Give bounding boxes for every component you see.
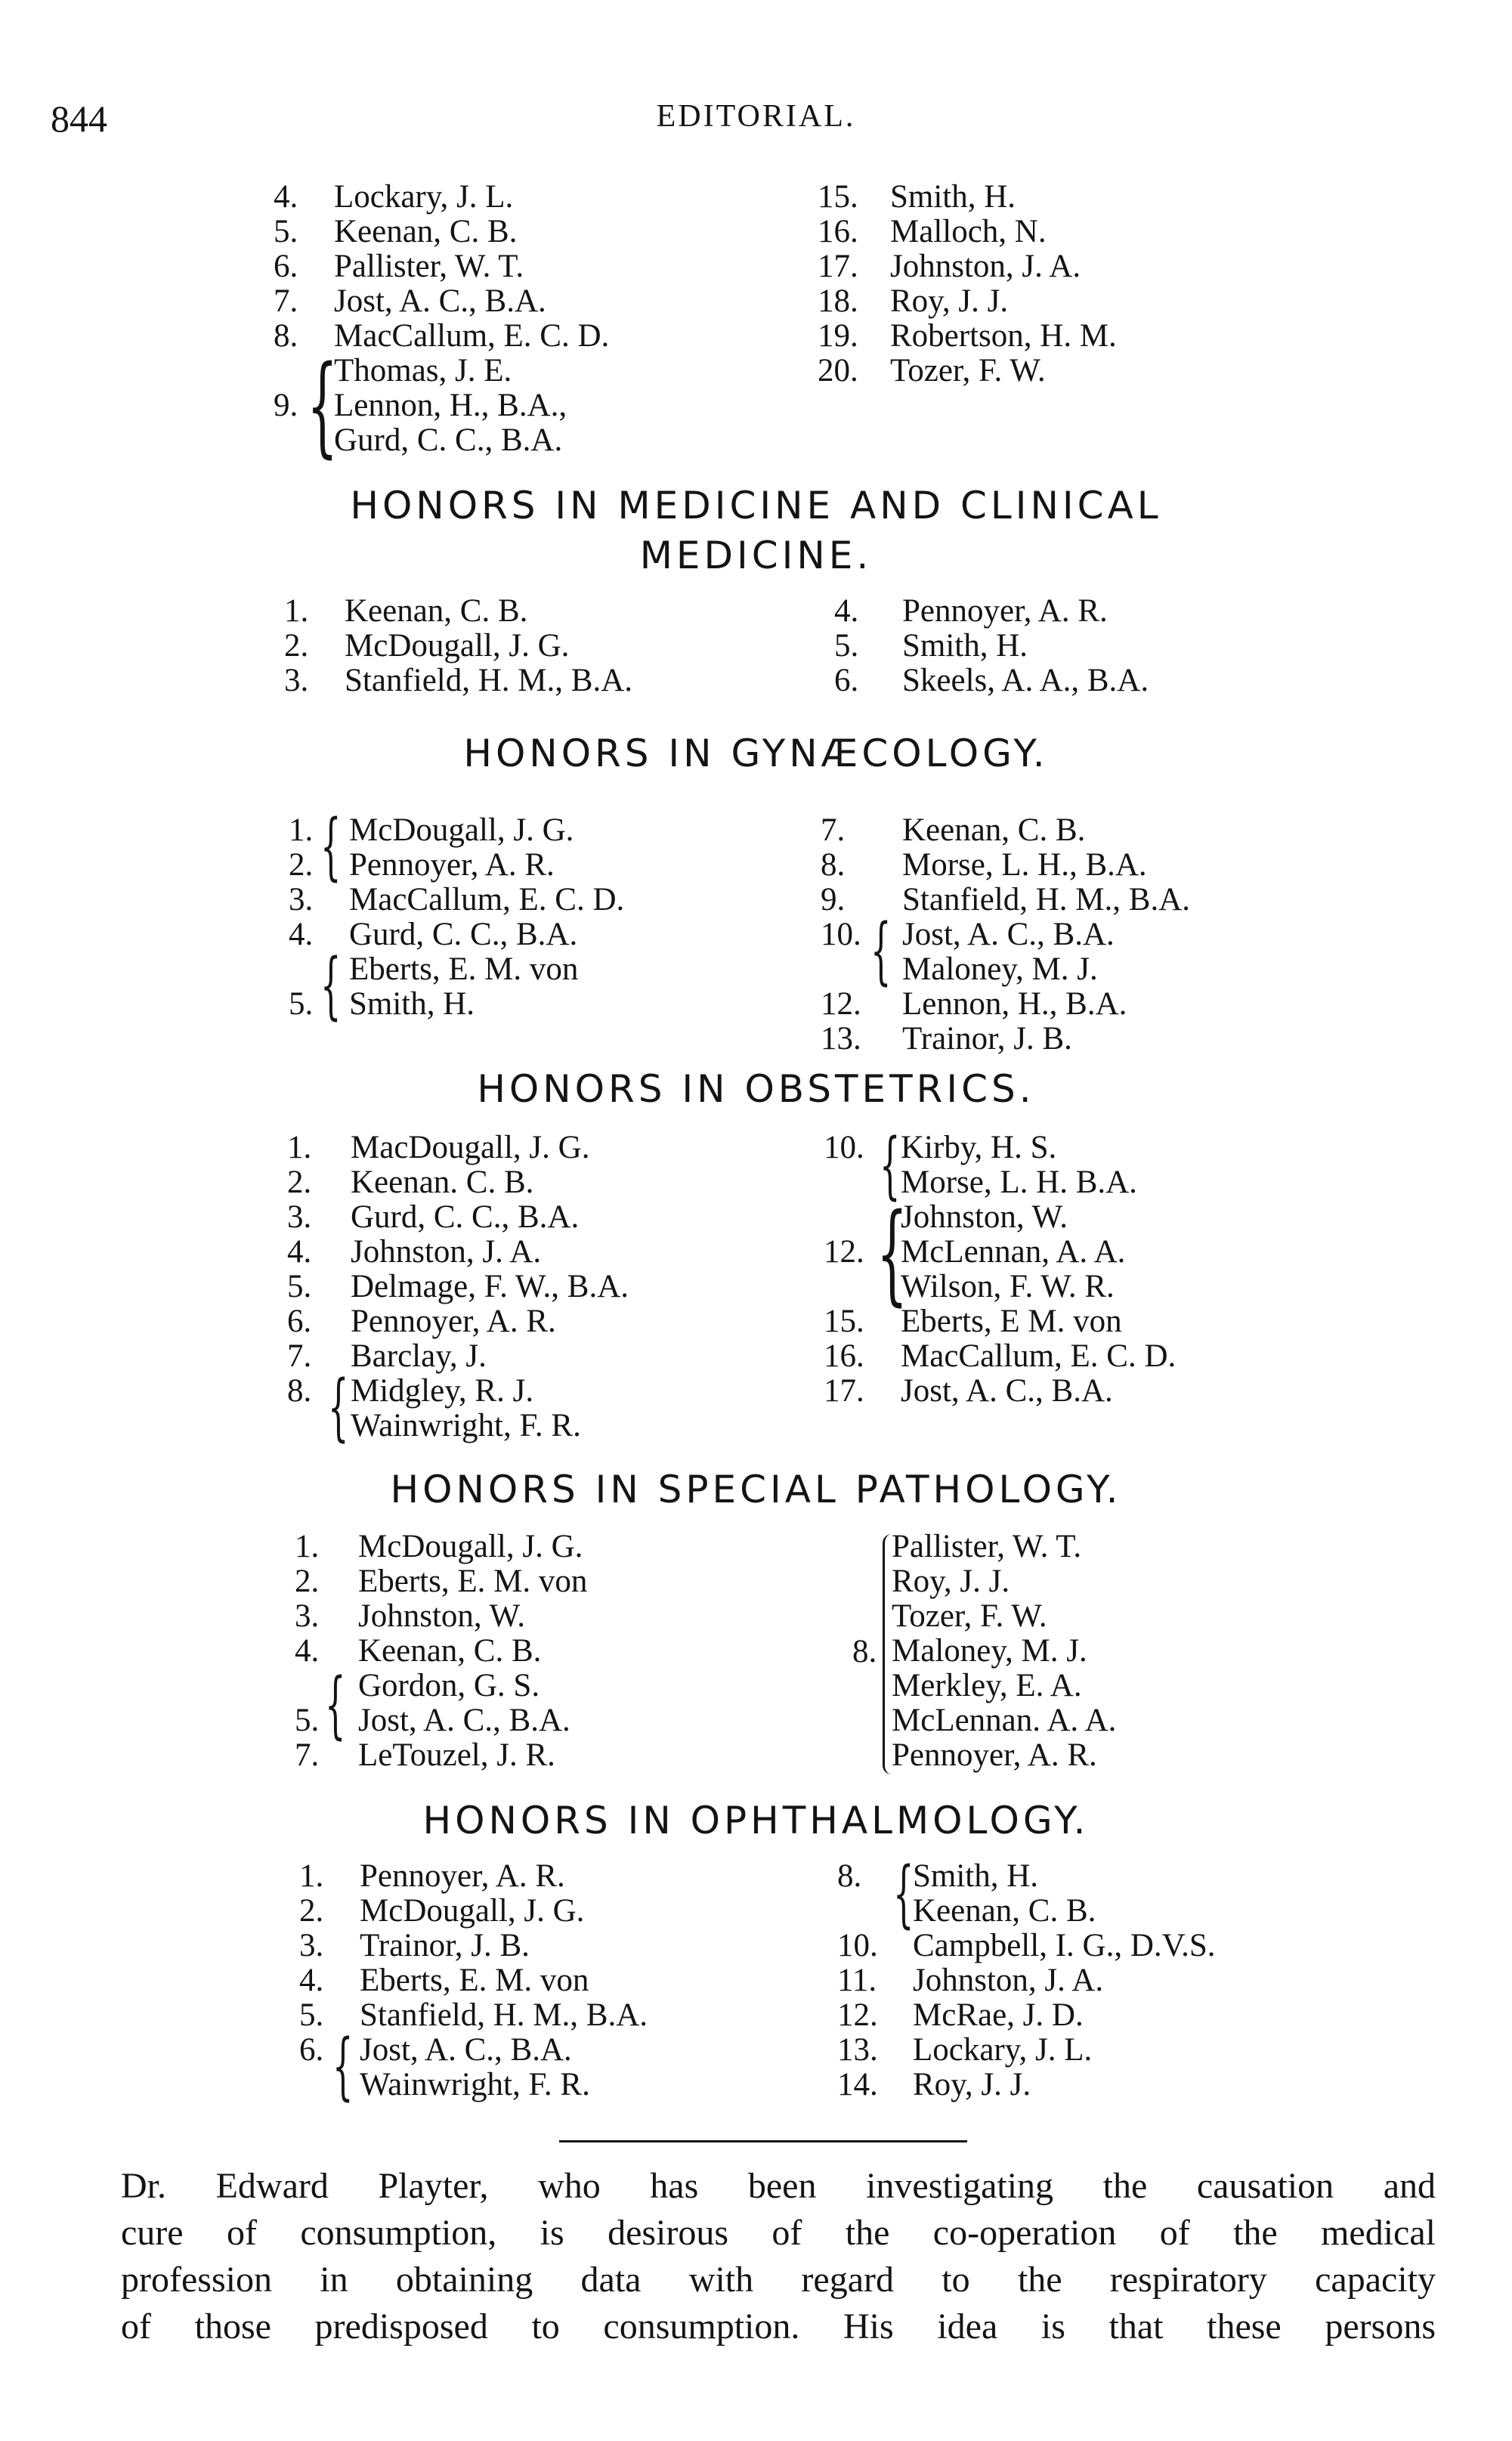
entry-name: Keenan, C. B. xyxy=(358,1633,542,1669)
entry-name: Wilson, F. W. R. xyxy=(901,1269,1115,1304)
entry-number: 5. xyxy=(287,1269,312,1304)
entry-number: 12. xyxy=(824,1234,864,1270)
entry-number: 7. xyxy=(295,1737,320,1773)
heading-ophthalmology: HONORS IN OPHTHALMOLOGY. xyxy=(422,1799,1090,1842)
entry-number: 5. xyxy=(295,1703,320,1738)
entry-name: Skeels, A. A., B.A. xyxy=(902,663,1149,698)
paragraph-line: profession in obtaining data with regard to the respiratory capacity xyxy=(121,2260,1436,2300)
entry-number: 17. xyxy=(818,249,858,284)
entry-name: Gordon, G. S. xyxy=(358,1668,540,1703)
entry-number: 4. xyxy=(295,1633,320,1669)
paragraph-line: Dr. Edward Playter, who has been investigating the causation and xyxy=(121,2166,1436,2206)
entry-name: Jost, A. C., B.A. xyxy=(901,1373,1113,1409)
entry-name: Jost, A. C., B.A. xyxy=(334,283,546,319)
entry-name: Morse, L. H. B.A. xyxy=(901,1165,1137,1200)
entry-name: McDougall, J. G. xyxy=(360,1893,585,1929)
entry-name: Trainor, J. B. xyxy=(902,1021,1072,1057)
entry-number: 4. xyxy=(289,917,314,952)
entry-number: 3. xyxy=(284,663,309,698)
entry-number: 13. xyxy=(821,1021,861,1057)
entry-name: Smith, H. xyxy=(349,986,475,1022)
entry-number: 5. xyxy=(834,628,859,664)
entry-number: 5. xyxy=(289,986,314,1022)
entry-name: Pennoyer, A. R. xyxy=(902,593,1108,629)
entry-name: McDougall, J. G. xyxy=(358,1529,583,1564)
entry-name: Johnston, J. A. xyxy=(351,1234,542,1270)
entry-name: Pennoyer, A. R. xyxy=(892,1737,1097,1773)
entry-number: 1. xyxy=(299,1858,324,1894)
entry-number: 16. xyxy=(824,1338,864,1374)
entry-name: MacCallum, E. C. D. xyxy=(334,318,610,354)
entry-name: Keenan, C. B. xyxy=(902,812,1086,848)
heading-obstetrics: HONORS IN OBSTETRICS. xyxy=(477,1067,1035,1111)
entry-number: 5. xyxy=(274,214,298,249)
entry-number: 7. xyxy=(287,1338,312,1374)
entry-name: Pennoyer, A. R. xyxy=(360,1858,565,1894)
entry-number: 8. xyxy=(274,318,298,354)
entry-number: 11. xyxy=(837,1963,877,1998)
brace-top-9: { xyxy=(307,342,339,469)
entry-number: 3. xyxy=(289,882,314,917)
entry-number: 18. xyxy=(818,283,858,319)
entry-number: 12. xyxy=(837,1997,878,2033)
entry-name: Johnston, J. A. xyxy=(890,249,1081,284)
pathology-right-number: 8. xyxy=(852,1634,877,1669)
brace-gynaecology-10: { xyxy=(870,908,892,993)
entry-name: Keenan. C. B. xyxy=(351,1165,534,1200)
entry-number: 20. xyxy=(818,353,858,388)
paragraph-line: of those predisposed to consumption. His idea is that these persons xyxy=(121,2306,1436,2347)
entry-name: Pallister, W. T. xyxy=(334,249,524,284)
entry-number: 2. xyxy=(299,1893,324,1929)
entry-name: Barclay, J. xyxy=(351,1338,487,1374)
entry-name: MacDougall, J. G. xyxy=(351,1130,590,1165)
entry-name: Roy, J. J. xyxy=(913,2067,1031,2102)
entry-number: 9. xyxy=(821,882,846,917)
entry-name: Johnston, J. A. xyxy=(913,1963,1104,1998)
brace-pathology-5: { xyxy=(325,1663,346,1747)
entry-name: Tozer, F. W. xyxy=(892,1598,1047,1634)
entry-name: Jost, A. C., B.A. xyxy=(360,2032,572,2068)
entry-name: Stanfield, H. M., B.A. xyxy=(902,882,1191,917)
brace-obstetrics-10: { xyxy=(880,1123,901,1208)
entry-number: 10. xyxy=(821,917,861,952)
entry-name: Robertson, H. M. xyxy=(890,318,1117,354)
paragraph-line: cure of consumption, is desirous of the co-operation of the medical xyxy=(121,2213,1436,2253)
entry-name: Eberts, E. M. von xyxy=(358,1564,588,1599)
entry-number: 3. xyxy=(299,1928,324,1963)
entry-name: Pennoyer, A. R. xyxy=(351,1304,556,1339)
entry-number: 8. xyxy=(287,1373,312,1409)
entry-name: McDougall, J. G. xyxy=(345,628,570,664)
entry-name: Merkley, E. A. xyxy=(892,1668,1082,1703)
entry-number: 17. xyxy=(824,1373,864,1409)
entry-name: Eberts, E. M. von xyxy=(360,1963,589,1998)
entry-name: Johnston, W. xyxy=(358,1598,526,1634)
brace-obstetrics-12: { xyxy=(877,1190,908,1316)
entry-number: 3. xyxy=(295,1598,320,1634)
entry-number: 8. xyxy=(837,1858,862,1894)
body-paragraph xyxy=(121,2163,1436,2350)
entry-name: Maloney, M. J. xyxy=(902,951,1098,987)
entry-number: 15. xyxy=(818,179,858,215)
entry-name: Campbell, I. G., D.V.S. xyxy=(913,1928,1216,1963)
entry-name: LeTouzel, J. R. xyxy=(358,1737,555,1773)
entry-name: Keenan, C. B. xyxy=(345,593,528,629)
entry-name: McLennan, A. A. xyxy=(901,1234,1126,1270)
entry-number: 1. xyxy=(287,1130,312,1165)
entry-number: 14. xyxy=(837,2067,878,2102)
entry-name: Pallister, W. T. xyxy=(892,1529,1082,1564)
entry-name: Wainwright, F. R. xyxy=(351,1408,581,1443)
entry-number: 1. xyxy=(289,812,314,848)
entry-number: 4. xyxy=(299,1963,324,1998)
brace-pathology-8 xyxy=(883,1534,895,1774)
entry-name: Smith, H. xyxy=(913,1858,1039,1894)
entry-number: 2. xyxy=(287,1165,312,1200)
entry-number: 1. xyxy=(284,593,309,629)
brace-ophthalmology-6: { xyxy=(332,2024,354,2108)
entry-name: MacCallum, E. C. D. xyxy=(349,882,625,917)
entry-number: 7. xyxy=(821,812,846,848)
entry-name: Lennon, H., B.A., xyxy=(334,388,567,423)
entry-name: Lockary, J. L. xyxy=(334,179,514,215)
entry-name: Keenan, C. B. xyxy=(334,214,518,249)
entry-number: 4. xyxy=(834,593,859,629)
entry-name: Midgley, R. J. xyxy=(351,1373,534,1409)
entry-name: Thomas, J. E. xyxy=(334,353,512,388)
entry-number: 6. xyxy=(274,249,298,284)
entry-number: 12. xyxy=(821,986,861,1022)
entry-number: 13. xyxy=(837,2032,878,2068)
heading-gynaecology: HONORS IN GYNÆCOLOGY. xyxy=(463,732,1049,775)
entry-number: 3. xyxy=(287,1199,312,1235)
entry-number: 9. xyxy=(274,388,298,423)
entry-number: 2. xyxy=(295,1564,320,1599)
entry-name: Wainwright, F. R. xyxy=(360,2067,590,2102)
entry-number: 5. xyxy=(299,1997,324,2033)
entry-name: MacCallum, E. C. D. xyxy=(901,1338,1177,1374)
entry-name: Eberts, E M. von xyxy=(901,1304,1122,1339)
entry-name: Gurd, C. C., B.A. xyxy=(351,1199,580,1235)
entry-name: Gurd, C. C., B.A. xyxy=(349,917,578,952)
entry-name: Pennoyer, A. R. xyxy=(349,847,555,883)
entry-name: Lockary, J. L. xyxy=(913,2032,1093,2068)
section-rule xyxy=(559,2140,967,2142)
entry-name: Keenan, C. B. xyxy=(913,1893,1096,1929)
entry-number: 2. xyxy=(289,847,314,883)
entry-name: Roy, J. J. xyxy=(892,1564,1010,1599)
page-number: 844 xyxy=(51,97,107,140)
entry-name: Smith, H. xyxy=(902,628,1028,664)
entry-number: 10. xyxy=(824,1130,864,1165)
entry-name: Malloch, N. xyxy=(890,214,1047,249)
entry-name: Roy, J. J. xyxy=(890,283,1009,319)
brace-gynaecology-1: { xyxy=(320,804,342,889)
entry-name: Jost, A. C., B.A. xyxy=(902,917,1115,952)
heading-medicine-line1: HONORS IN MEDICINE AND CLINICAL xyxy=(350,484,1162,527)
entry-number: 19. xyxy=(818,318,858,354)
entry-number: 10. xyxy=(837,1928,878,1963)
entry-number: 16. xyxy=(818,214,858,249)
brace-gynaecology-5: { xyxy=(320,943,342,1028)
entry-number: 6. xyxy=(834,663,859,698)
entry-name: McDougall, J. G. xyxy=(349,812,574,848)
entry-number: 8. xyxy=(821,847,846,883)
entry-name: Gurd, C. C., B.A. xyxy=(334,422,563,458)
entry-name: Kirby, H. S. xyxy=(901,1130,1057,1165)
heading-pathology: HONORS IN SPECIAL PATHOLOGY. xyxy=(390,1468,1122,1511)
entry-number: 1. xyxy=(295,1529,320,1564)
entry-name: Johnston, W. xyxy=(901,1199,1068,1235)
entry-name: Tozer, F. W. xyxy=(890,353,1046,388)
entry-name: McLennan. A. A. xyxy=(892,1703,1117,1738)
entry-name: Morse, L. H., B.A. xyxy=(902,847,1147,883)
entry-number: 15. xyxy=(824,1304,864,1339)
entry-name: Stanfield, H. M., B.A. xyxy=(345,663,633,698)
entry-name: Eberts, E. M. von xyxy=(349,951,579,987)
entry-name: McRae, J. D. xyxy=(913,1997,1084,2033)
entry-name: Smith, H. xyxy=(890,179,1016,215)
entry-name: Stanfield, H. M., B.A. xyxy=(360,1997,648,2033)
brace-ophthalmology-8: { xyxy=(893,1852,914,1936)
entry-number: 2. xyxy=(284,628,309,664)
entry-number: 6. xyxy=(299,2032,324,2068)
entry-name: Trainor, J. B. xyxy=(360,1928,530,1963)
entry-name: Maloney, M. J. xyxy=(892,1633,1087,1669)
entry-number: 7. xyxy=(274,283,298,319)
running-head: EDITORIAL. xyxy=(656,99,856,134)
brace-obstetrics-8: { xyxy=(328,1365,349,1449)
entry-number: 4. xyxy=(274,179,298,215)
entry-name: Lennon, H., B.A. xyxy=(902,986,1127,1022)
entry-number: 6. xyxy=(287,1304,312,1339)
entry-name: Jost, A. C., B.A. xyxy=(358,1703,570,1738)
heading-medicine-line2: MEDICINE. xyxy=(639,534,873,577)
entry-name: Delmage, F. W., B.A. xyxy=(351,1269,629,1304)
entry-number: 4. xyxy=(287,1234,312,1270)
